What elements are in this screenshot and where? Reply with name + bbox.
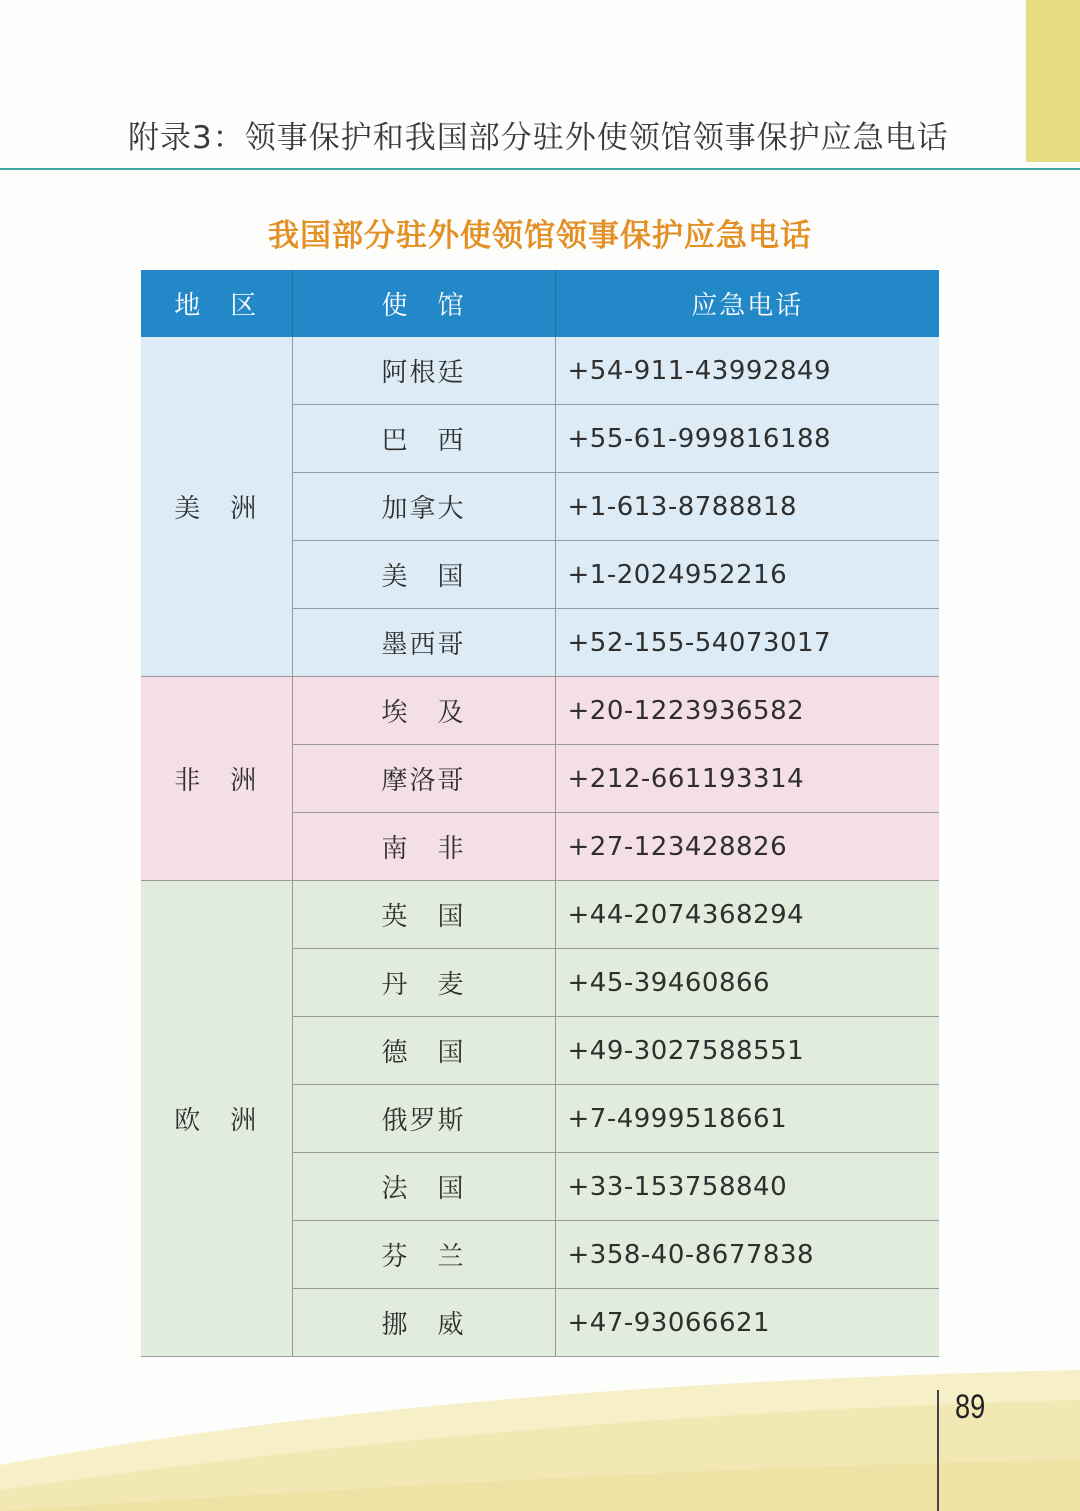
embassy-name: 挪 威	[292, 1289, 555, 1357]
page-number: 89	[955, 1388, 986, 1426]
phone-column-header: 应急电话	[555, 270, 939, 337]
phone-number: +33-153758840	[555, 1153, 939, 1221]
embassy-name: 南 非	[292, 813, 555, 881]
embassy-name: 英 国	[292, 881, 555, 949]
embassy-name: 加拿大	[292, 473, 555, 541]
header-rule	[0, 168, 1080, 170]
phone-number: +358-40-8677838	[555, 1221, 939, 1289]
embassy-name: 美 国	[292, 541, 555, 609]
region-americas: 美 洲	[141, 337, 292, 677]
table-header-row	[141, 270, 939, 337]
phone-number: +7-4999518661	[555, 1085, 939, 1153]
embassy-name: 法 国	[292, 1153, 555, 1221]
phone-number: +52-155-54073017	[555, 609, 939, 677]
embassy-column-header: 使 馆	[292, 270, 555, 337]
phone-number: +55-61-999816188	[555, 405, 939, 473]
phone-number: +27-123428826	[555, 813, 939, 881]
embassy-name: 德 国	[292, 1017, 555, 1085]
phone-number: +1-2024952216	[555, 541, 939, 609]
africa-group	[141, 677, 939, 881]
phone-number: +212-661193314	[555, 745, 939, 813]
embassy-name: 埃 及	[292, 677, 555, 745]
americas-group	[141, 337, 939, 677]
phone-number: +44-2074368294	[555, 881, 939, 949]
phone-number: +54-911-43992849	[555, 337, 939, 405]
phone-number: +47-93066621	[555, 1289, 939, 1357]
page-number-rule	[937, 1390, 939, 1511]
embassy-name: 摩洛哥	[292, 745, 555, 813]
region-column-header: 地 区	[141, 270, 292, 337]
corner-tab	[1026, 0, 1080, 162]
phone-number: +49-3027588551	[555, 1017, 939, 1085]
europe-group	[141, 881, 939, 1357]
embassy-name: 墨西哥	[292, 609, 555, 677]
embassy-name: 芬 兰	[292, 1221, 555, 1289]
embassy-table	[141, 270, 939, 1357]
table-row	[141, 881, 939, 949]
table-row	[141, 337, 939, 405]
appendix-header: 附录3：领事保护和我国部分驻外使领馆领事保护应急电话	[128, 120, 949, 156]
phone-number: +20-1223936582	[555, 677, 939, 745]
embassy-name: 丹 麦	[292, 949, 555, 1017]
embassy-name: 巴 西	[292, 405, 555, 473]
region-africa: 非 洲	[141, 677, 292, 881]
table-title: 我国部分驻外使领馆领事保护应急电话	[268, 218, 812, 254]
table-row	[141, 677, 939, 745]
phone-number: +1-613-8788818	[555, 473, 939, 541]
embassy-name: 俄罗斯	[292, 1085, 555, 1153]
region-europe: 欧 洲	[141, 881, 292, 1357]
embassy-name: 阿根廷	[292, 337, 555, 405]
phone-number: +45-39460866	[555, 949, 939, 1017]
bottom-wave-decoration	[0, 1370, 1080, 1511]
